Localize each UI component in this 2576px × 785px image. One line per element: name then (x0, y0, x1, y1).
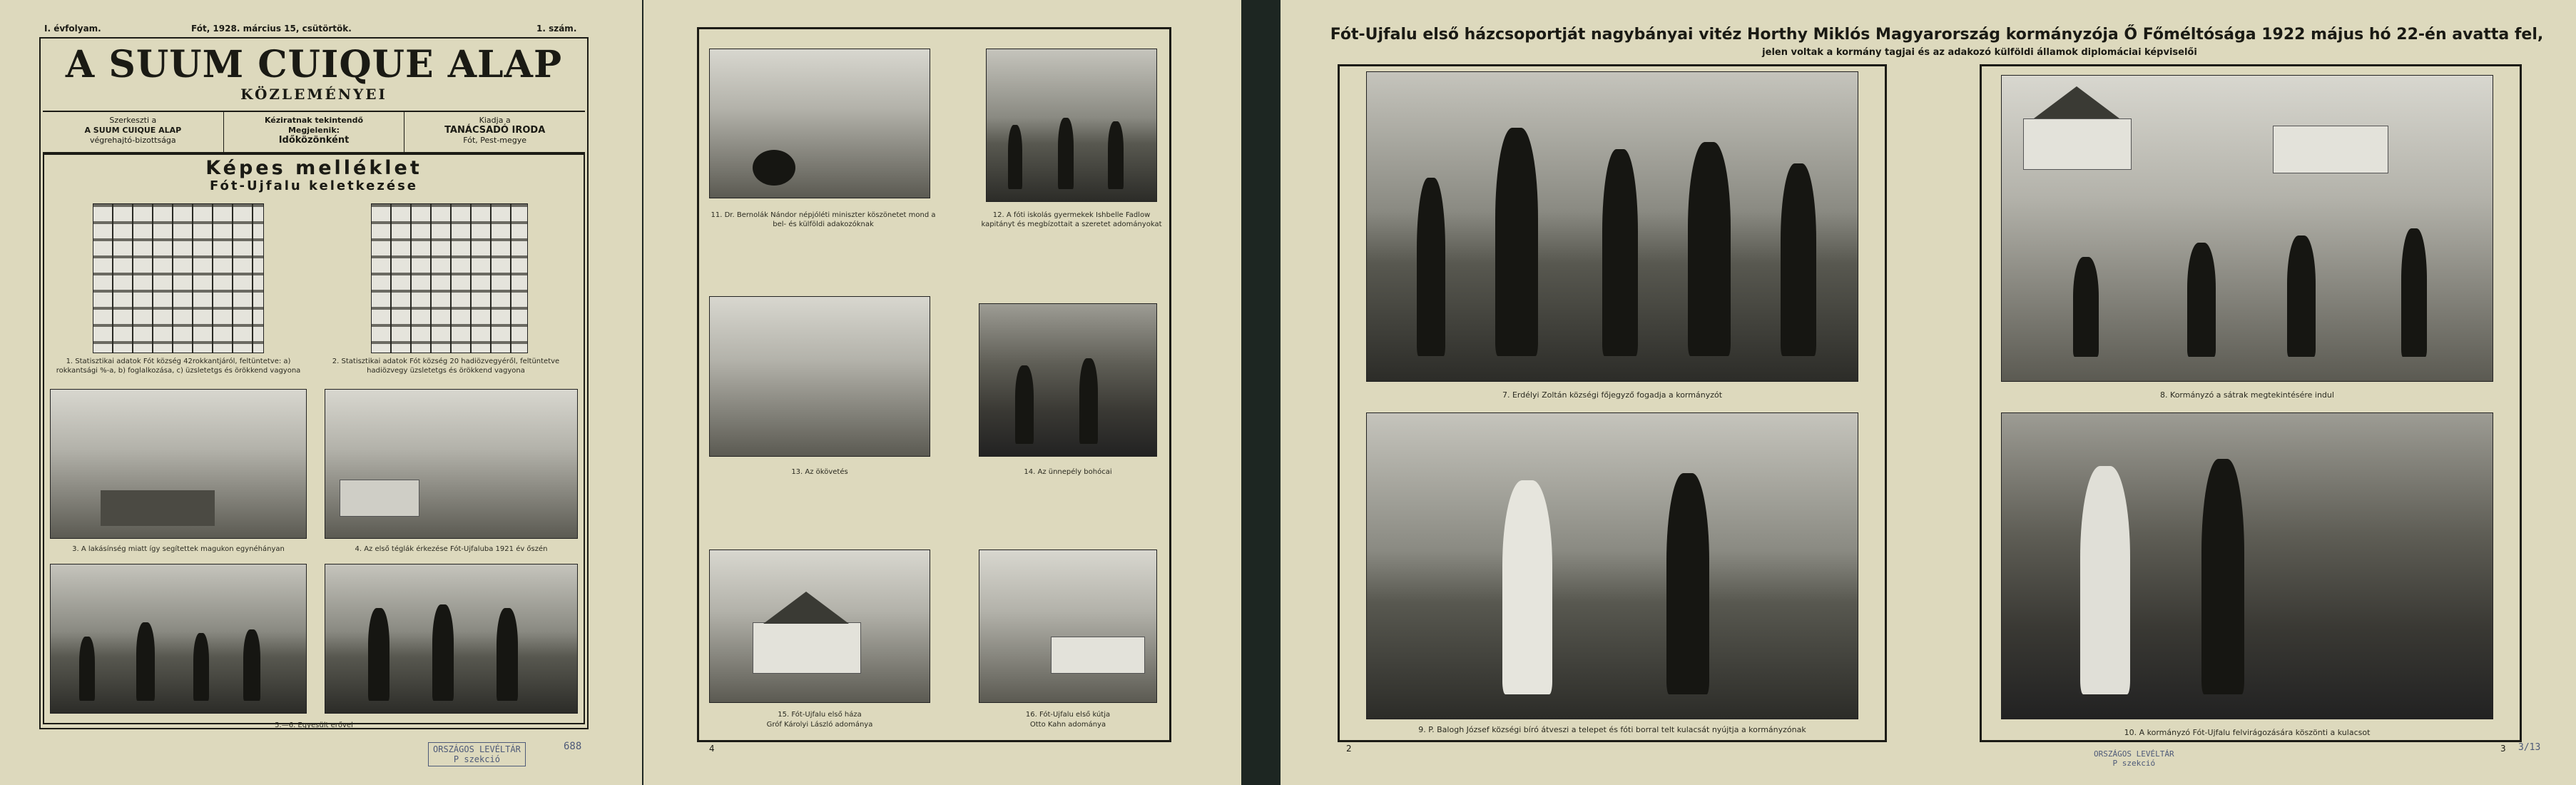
caption-15a: 15. Fót-Ujfalu első háza (778, 711, 862, 719)
photo-6-men (325, 564, 578, 714)
figure (432, 604, 454, 701)
figure (1781, 163, 1816, 356)
stamp-line-2: P szekció (453, 754, 500, 764)
figure (497, 608, 518, 701)
info-right-line-2: TANÁCSADÓ IRODA (444, 125, 546, 136)
caption-1: 1. Statisztikai adatok Fót község 42rokkantjáról, feltüntetve: a) rokkantsági %-a, b) foglalkozása, c) üzsletetgs és örökkend vagyona (56, 358, 301, 375)
figure-light (1502, 480, 1552, 694)
figure (1602, 149, 1638, 356)
stamp-line-1: ORSZÁGOS LEVÉLTÁR (433, 744, 521, 754)
spread-headline: Fót-Ujfalu első házcsoportját nagybányai vitéz Horthy Miklós Magyarország kormányzója Ő Főméltósága 1922 május hó 22-én avatta fel, (1330, 26, 2544, 44)
figure (1015, 365, 1034, 444)
house-wall (2273, 126, 2388, 173)
info-right (404, 112, 585, 152)
figure (1108, 121, 1124, 189)
caption-3: 3. A lakásínség miatt így segítettek magukon egynéhányan (72, 545, 285, 553)
figure (1008, 125, 1022, 189)
statistics-table-2-image (371, 203, 528, 353)
caption-10: 10. A kormányzó Fót-Ujfalu felvirágozására köszönti a kulacsot (2124, 728, 2371, 737)
page-number-3: 3 (2500, 744, 2506, 754)
house-roof (2034, 86, 2119, 118)
figure (1666, 473, 1709, 694)
caption-2: 2. Statisztikai adatok Fót község 20 hadiözvegyéről, feltüntetve hadiözvegy üzsletetgs és örökkend vagyona (332, 358, 560, 375)
figure (1688, 142, 1731, 356)
figure (1417, 178, 1445, 356)
caption-14: 14. Az ünnepély bohócai (1024, 468, 1112, 476)
page-1 (0, 0, 642, 785)
info-center-line-1: Kéziratnak tekintendő (264, 116, 364, 125)
archive-stamp (428, 742, 526, 766)
figure (2187, 243, 2216, 357)
figure-light (2080, 466, 2130, 694)
caption-12: 12. A fóti iskolás gyermekek Ishbelle Fadlow kapitányt és megbízottait a szeretet adományokat (981, 211, 1162, 228)
figure (2073, 257, 2099, 357)
photo-14-clowns (979, 303, 1157, 457)
caption-9: 9. P. Balogh József községi bíró átveszi a telepet és fóti borral telt kulacsát nyújtja a kormányzónak (1418, 725, 1806, 734)
photo-13-procession (709, 296, 930, 457)
info-center-line-2: Megjelenik: (287, 126, 340, 135)
statistics-table-1-image (93, 203, 264, 353)
spread-subheadline: jelen voltak a kormány tagjai és az adakozó külföldi államok diplomáciai képviselői (1762, 47, 2197, 58)
photo-12-children (986, 49, 1157, 202)
figure (2201, 459, 2244, 694)
info-center-line-3: Időközönként (278, 135, 350, 146)
photo-10-toast (2001, 412, 2493, 719)
masthead-subtitle: KÖZLEMÉNYEI (240, 86, 387, 103)
volume-label: I. évfolyam. (44, 24, 101, 34)
info-left (43, 112, 224, 152)
dateline: Fót, 1928. március 15, csütörtök. (191, 24, 352, 34)
photo-4-bricks (325, 389, 578, 539)
masthead: A SUUM CUIQUE ALAP (65, 43, 563, 86)
figure (1495, 128, 1538, 356)
supplement-subtitle: Fót-Ujfalu keletkezése (209, 178, 418, 193)
photo-15-first-house (709, 550, 930, 703)
photo-7-reception (1366, 71, 1858, 382)
stamp-right-line-1: ORSZÁGOS LEVÉLTÁR (2094, 749, 2174, 759)
photo-11-minister (709, 49, 930, 198)
page-4 (643, 0, 1241, 785)
house-roof (763, 592, 849, 624)
tree-shape (753, 150, 795, 186)
info-left-line-2: A SUUM CUIQUE ALAP (84, 126, 182, 135)
figure (368, 608, 390, 701)
caption-7: 7. Erdélyi Zoltán községi főjegyző fogadja a kormányzót (1502, 390, 1723, 400)
photo-8-tents (2001, 75, 2493, 382)
archive-stamp-right (2094, 749, 2174, 768)
figure (243, 629, 260, 701)
caption-15b: Gróf Károlyi László adománya (766, 721, 873, 729)
figure (193, 633, 209, 701)
figure (2401, 228, 2427, 357)
info-left-line-1: Szerkeszti a (109, 116, 157, 125)
caption-8: 8. Kormányzó a sátrak megtekintésére indul (2160, 390, 2334, 400)
info-right-line-3: Fót, Pest-megye (463, 136, 527, 145)
shack-shape (101, 490, 215, 526)
caption-16b: Otto Kahn adománya (1029, 721, 1106, 729)
caption-13: 13. Az ökövetés (791, 468, 848, 476)
brick-stack (340, 480, 419, 517)
figure (136, 622, 155, 701)
house-wall (2023, 118, 2132, 170)
archive-number: 688 (564, 741, 582, 752)
figure (1079, 358, 1098, 444)
archive-number-right: 3/13 (2518, 742, 2541, 753)
figure (79, 637, 95, 701)
photo-16-first-well (979, 550, 1157, 703)
page-2-3-spread (1281, 0, 2576, 785)
page-number-2: 2 (1346, 744, 1352, 754)
house-wall (1051, 637, 1145, 674)
caption-16a: 16. Fót-Ujfalu első kútja (1025, 711, 1111, 719)
page-number-4: 4 (709, 744, 715, 754)
caption-4: 4. Az első téglák érkezése Fót-Ujfaluba 1921 év őszén (355, 545, 548, 553)
caption-5-6: 5.—6. Egyesült erővel (275, 721, 353, 729)
supplement-title: Képes melléklet (205, 157, 422, 179)
photo-5-workers (50, 564, 307, 714)
figure (2287, 236, 2316, 357)
issue-label: 1. szám. (536, 24, 577, 34)
photo-9-flask (1366, 412, 1858, 719)
info-bar (43, 111, 585, 153)
house-wall (753, 622, 861, 674)
caption-11: 11. Dr. Bernolák Nándor népjóléti miniszter köszönetet mond a bel- és külföldi adakozóknak (711, 211, 936, 228)
info-center (224, 112, 405, 152)
figure (1058, 118, 1074, 189)
photo-3-field (50, 389, 307, 539)
stamp-right-line-2: P szekció (2112, 759, 2156, 768)
info-left-line-3: végrehajtó-bizottsága (90, 136, 176, 145)
info-right-line-1: Kiadja a (479, 116, 511, 125)
